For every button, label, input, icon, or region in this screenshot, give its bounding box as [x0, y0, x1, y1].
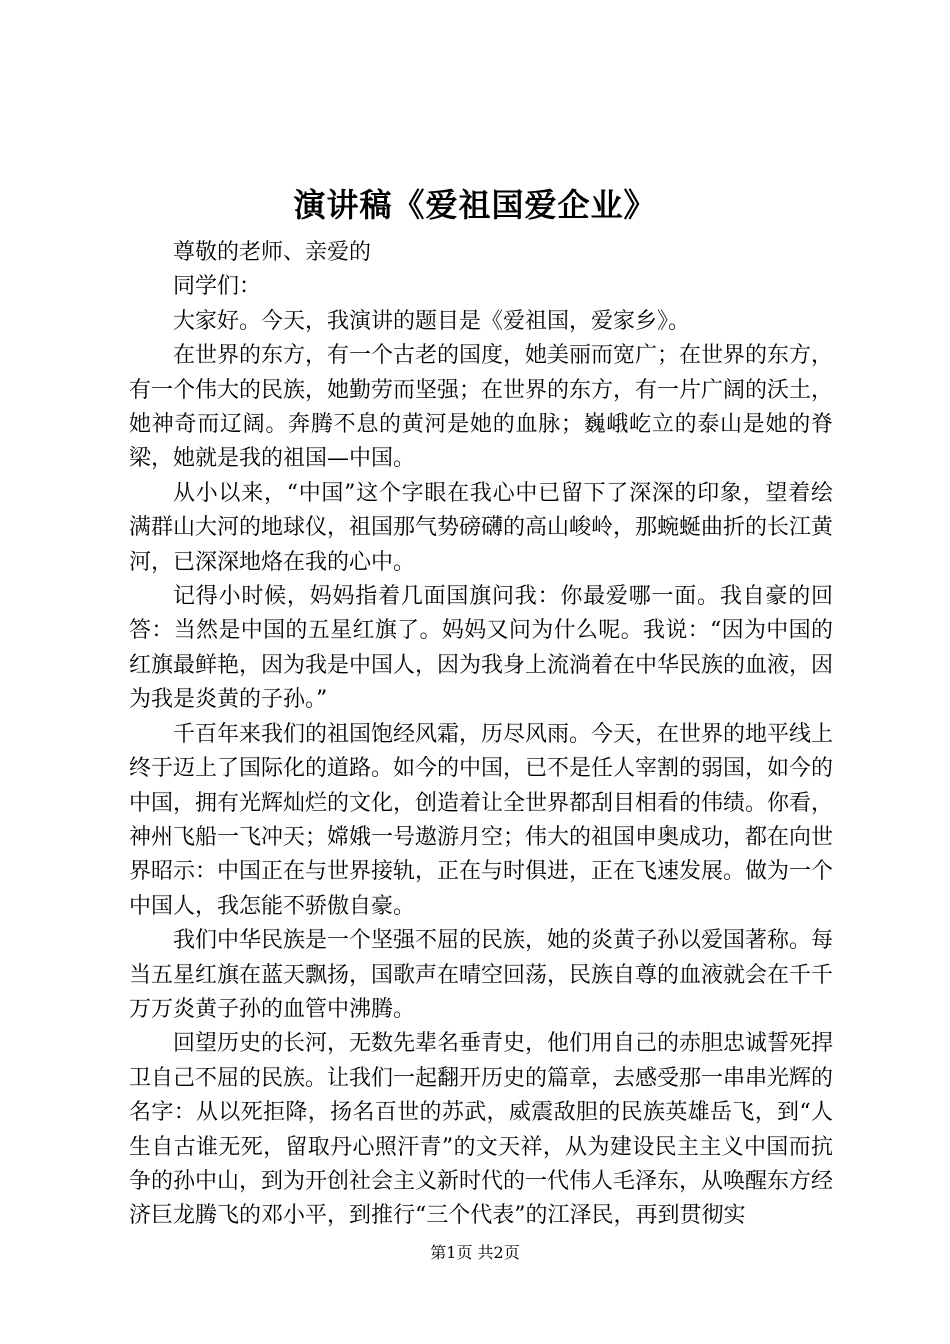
page-number-footer: 第1页 共2页 — [430, 1243, 520, 1262]
paragraph: 在世界的东方，有一个古老的国度，她美丽而宽广；在世界的东方，有一个伟大的民族，她勤劳而坚强；在世界的东方，有一片广阔的沃土，她神奇而辽阔。奔腾不息的黄河是她的血脉；巍峨屹立的泰山是她的脊梁，她就是我的祖国—中国。 — [129, 343, 834, 472]
paragraph-intro: 大家好。今天，我演讲的题目是《爱祖国，爱家乡》。 — [173, 308, 691, 334]
paragraph: 回望历史的长河，无数先辈名垂青史，他们用自己的赤胆忠诚誓死捍卫自己不屈的民族。让我们一起翻开历史的篇章，去感受那一串串光辉的名字：从以死拒降，扬名百世的苏武，威震敌胆的民族英雄岳飞，到“人生自古谁无死，留取丹心照汗青”的文天祥，从为建设民主主义中国而抗争的孙中山，到为开创社会主义新时代的一代伟人毛泽东，从唤醒东方经济巨龙腾飞的邓小平，到推行“三个代表”的江泽民，再到贯彻实 — [129, 1031, 834, 1229]
document-title: 演讲稿《爱祖国爱企业》 — [293, 186, 657, 224]
paragraph-greeting-1: 尊敬的老师、亲爱的 — [173, 240, 372, 265]
document-body — [129, 236, 833, 1234]
paragraph: 记得小时候，妈妈指着几面国旗问我：你最爱哪一面。我自豪的回答：当然是中国的五星红旗了。妈妈又问为什么呢。我说：“因为中国的红旗最鲜艳，因为我是中国人，因为我身上流淌着在中华民族的血液，因为我是炎黄的子孙。” — [129, 584, 834, 713]
paragraph: 千百年来我们的祖国饱经风霜，历尽风雨。今天，在世界的地平线上终于迈上了国际化的道路。如今的中国，已不是任人宰割的弱国，如今的中国，拥有光辉灿烂的文化，创造着让全世界都刮目相看的伟绩。你看，神州飞船一飞冲天；嫦娥一号遨游月空；伟大的祖国申奥成功，都在向世界昭示：中国正在与世界接轨，正在与时俱进，正在飞速发展。做为一个中国人，我怎能不骄傲自豪。 — [129, 721, 834, 919]
paragraph-greeting-2: 同学们： — [173, 274, 262, 300]
paragraph: 从小以来，“中国”这个字眼在我心中已留下了深深的印象，望着绘满群山大河的地球仪，祖国那气势磅礴的高山峻岭，那蜿蜒曲折的长江黄河，已深深地烙在我的心中。 — [129, 480, 834, 575]
paragraph: 我们中华民族是一个坚强不屈的民族，她的炎黄子孙以爱国著称。每当五星红旗在蓝天飘扬，国歌声在晴空回荡，民族自尊的血液就会在千千万万炎黄子孙的血管中沸腾。 — [129, 928, 834, 1022]
